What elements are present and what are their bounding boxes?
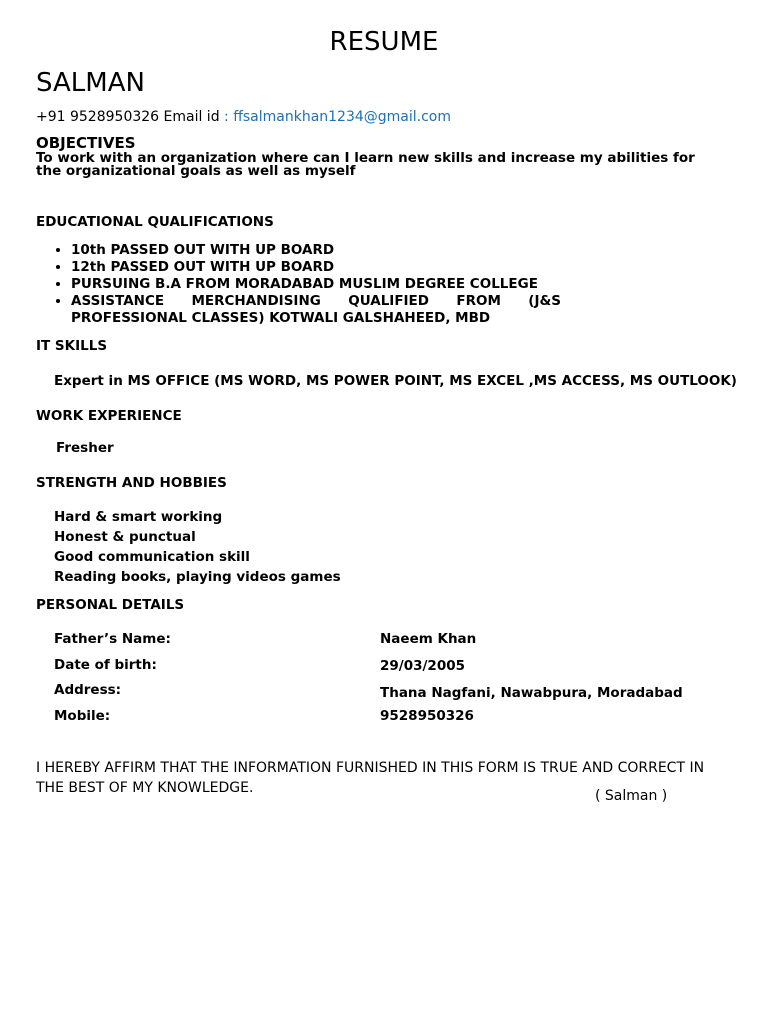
mobile-label: Mobile: bbox=[54, 708, 111, 724]
dob-label: Date of birth: bbox=[54, 657, 157, 673]
father-name-value: Naeem Khan bbox=[380, 631, 477, 647]
list-item: Honest & punctual bbox=[54, 529, 196, 545]
candidate-name: SALMAN bbox=[36, 68, 145, 98]
work-experience-heading: WORK EXPERIENCE bbox=[36, 408, 182, 424]
work-experience-text: Fresher bbox=[56, 440, 114, 456]
objectives-text: To work with an organization where can I learn new skills and increase my abilities for the organizational goals as well as myself bbox=[36, 150, 695, 179]
education-list bbox=[36, 242, 561, 327]
phone-text: +91 9528950326 Email id bbox=[36, 109, 225, 125]
contact-line bbox=[36, 109, 451, 125]
dob-value: 29/03/2005 bbox=[380, 658, 466, 674]
list-item: Hard & smart working bbox=[54, 509, 223, 525]
hobbies-heading: STRENGTH AND HOBBIES bbox=[36, 475, 227, 491]
list-item: • 12th PASSED OUT WITH UP BOARD bbox=[71, 259, 561, 276]
father-name-label: Father’s Name: bbox=[54, 631, 171, 647]
email-link[interactable]: : ffsalmankhan1234@gmail.com bbox=[224, 109, 452, 125]
signature-name: ( Salman ) bbox=[595, 788, 668, 804]
declaration-text: I HEREBY AFFIRM THAT THE INFORMATION FURNISHED IN THIS FORM IS TRUE AND CORRECT IN THE BEST OF MY KNOWLEDGE. bbox=[36, 760, 705, 796]
education-heading: EDUCATIONAL QUALIFICATIONS bbox=[36, 214, 274, 230]
mobile-value: 9528950326 bbox=[380, 708, 474, 724]
it-skills-text: Expert in MS OFFICE (MS WORD, MS POWER POINT, MS EXCEL ,MS ACCESS, MS OUTLOOK) bbox=[54, 373, 737, 389]
it-skills-heading: IT SKILLS bbox=[36, 338, 108, 354]
personal-details-heading: PERSONAL DETAILS bbox=[36, 597, 185, 613]
objectives-heading: OBJECTIVES bbox=[36, 134, 136, 152]
list-item: • 10th PASSED OUT WITH UP BOARD bbox=[71, 242, 561, 259]
list-item: • ASSISTANCE MERCHANDISING QUALIFIED FROM (J&S PROFESSIONAL CLASSES) KOTWALI GALSHAHEED, MBD bbox=[71, 293, 561, 327]
page-title: RESUME bbox=[329, 27, 439, 57]
list-item: • PURSUING B.A FROM MORADABAD MUSLIM DEGREE COLLEGE bbox=[71, 276, 561, 293]
list-item: Good communication skill bbox=[54, 549, 250, 565]
list-item: Reading books, playing videos games bbox=[54, 569, 341, 585]
address-value: Thana Nagfani, Nawabpura, Moradabad bbox=[380, 685, 683, 701]
address-label: Address: bbox=[54, 682, 122, 698]
